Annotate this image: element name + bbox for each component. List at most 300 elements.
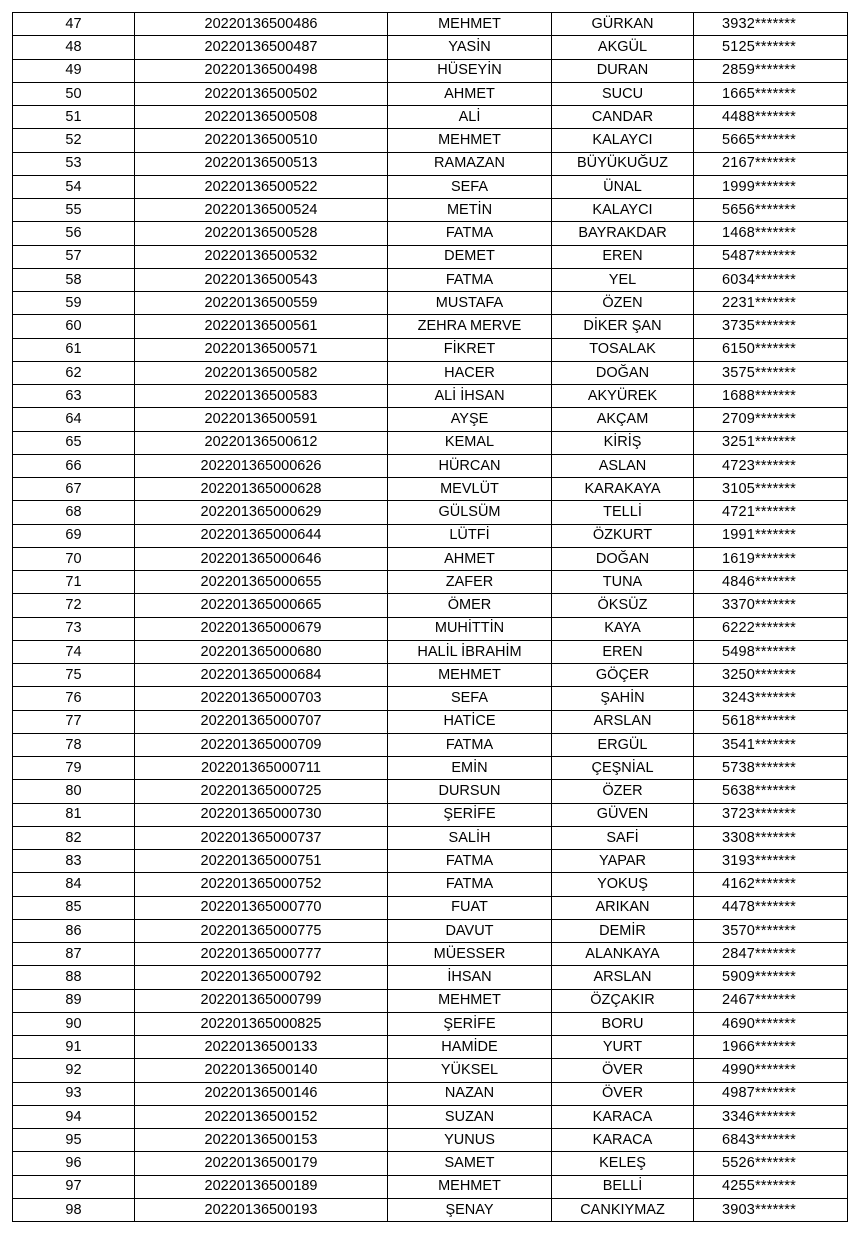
masked-id-number-cell: 4990******* (694, 1059, 848, 1082)
application-number-cell: 20220136500612 (135, 431, 388, 454)
last-name-cell: ASLAN (552, 454, 694, 477)
row-number-cell: 86 (13, 919, 135, 942)
application-number-cell: 20220136500528 (135, 222, 388, 245)
masked-id-number-cell: 3251******* (694, 431, 848, 454)
application-number-cell: 20220136500133 (135, 1036, 388, 1059)
last-name-cell: ARIKAN (552, 896, 694, 919)
table-row (13, 478, 848, 501)
table-row (13, 152, 848, 175)
first-name-cell: FATMA (388, 222, 552, 245)
row-number-cell: 71 (13, 571, 135, 594)
row-number-cell: 88 (13, 966, 135, 989)
masked-id-number-cell: 1999******* (694, 175, 848, 198)
application-number-cell: 202201365000709 (135, 733, 388, 756)
table-row (13, 687, 848, 710)
first-name-cell: MEHMET (388, 1175, 552, 1198)
row-number-cell: 60 (13, 315, 135, 338)
results-table (12, 12, 848, 1222)
application-number-cell: 20220136500140 (135, 1059, 388, 1082)
row-number-cell: 63 (13, 385, 135, 408)
first-name-cell: GÜLSÜM (388, 501, 552, 524)
application-number-cell: 20220136500510 (135, 129, 388, 152)
table-row (13, 594, 848, 617)
first-name-cell: DURSUN (388, 780, 552, 803)
table-row (13, 454, 848, 477)
first-name-cell: SAMET (388, 1152, 552, 1175)
last-name-cell: KALAYCI (552, 129, 694, 152)
first-name-cell: HATİCE (388, 710, 552, 733)
first-name-cell: YUNUS (388, 1129, 552, 1152)
application-number-cell: 20220136500153 (135, 1129, 388, 1152)
masked-id-number-cell: 4162******* (694, 873, 848, 896)
table-row (13, 524, 848, 547)
last-name-cell: BÜYÜKUĞUZ (552, 152, 694, 175)
row-number-cell: 54 (13, 175, 135, 198)
masked-id-number-cell: 4488******* (694, 106, 848, 129)
first-name-cell: HALİL İBRAHİM (388, 640, 552, 663)
last-name-cell: TUNA (552, 571, 694, 594)
first-name-cell: ŞENAY (388, 1198, 552, 1221)
masked-id-number-cell: 3570******* (694, 919, 848, 942)
first-name-cell: HACER (388, 361, 552, 384)
table-row (13, 59, 848, 82)
masked-id-number-cell: 2167******* (694, 152, 848, 175)
application-number-cell: 202201365000665 (135, 594, 388, 617)
application-number-cell: 20220136500532 (135, 245, 388, 268)
last-name-cell: KARACA (552, 1105, 694, 1128)
table-row (13, 501, 848, 524)
row-number-cell: 81 (13, 803, 135, 826)
row-number-cell: 69 (13, 524, 135, 547)
row-number-cell: 91 (13, 1036, 135, 1059)
first-name-cell: LÜTFİ (388, 524, 552, 547)
application-number-cell: 20220136500522 (135, 175, 388, 198)
table-row (13, 1129, 848, 1152)
last-name-cell: DEMİR (552, 919, 694, 942)
row-number-cell: 55 (13, 199, 135, 222)
table-row (13, 780, 848, 803)
first-name-cell: NAZAN (388, 1082, 552, 1105)
last-name-cell: ARSLAN (552, 710, 694, 733)
masked-id-number-cell: 3308******* (694, 826, 848, 849)
table-row (13, 989, 848, 1012)
table-row (13, 106, 848, 129)
last-name-cell: SUCU (552, 82, 694, 105)
masked-id-number-cell: 3903******* (694, 1198, 848, 1221)
application-number-cell: 20220136500487 (135, 36, 388, 59)
first-name-cell: METİN (388, 199, 552, 222)
first-name-cell: SEFA (388, 175, 552, 198)
table-row (13, 640, 848, 663)
masked-id-number-cell: 2231******* (694, 292, 848, 315)
masked-id-number-cell: 5526******* (694, 1152, 848, 1175)
last-name-cell: SAFİ (552, 826, 694, 849)
last-name-cell: AKGÜL (552, 36, 694, 59)
table-row (13, 733, 848, 756)
row-number-cell: 56 (13, 222, 135, 245)
masked-id-number-cell: 3250******* (694, 664, 848, 687)
application-number-cell: 20220136500146 (135, 1082, 388, 1105)
last-name-cell: ÖVER (552, 1082, 694, 1105)
first-name-cell: FATMA (388, 733, 552, 756)
row-number-cell: 76 (13, 687, 135, 710)
table-row (13, 1059, 848, 1082)
application-number-cell: 20220136500502 (135, 82, 388, 105)
first-name-cell: MUSTAFA (388, 292, 552, 315)
last-name-cell: AKÇAM (552, 408, 694, 431)
last-name-cell: ARSLAN (552, 966, 694, 989)
first-name-cell: MEHMET (388, 13, 552, 36)
table-row (13, 385, 848, 408)
table-row (13, 361, 848, 384)
masked-id-number-cell: 5498******* (694, 640, 848, 663)
last-name-cell: BORU (552, 1012, 694, 1035)
last-name-cell: DİKER ŞAN (552, 315, 694, 338)
masked-id-number-cell: 3723******* (694, 803, 848, 826)
masked-id-number-cell: 4255******* (694, 1175, 848, 1198)
last-name-cell: BAYRAKDAR (552, 222, 694, 245)
table-row (13, 315, 848, 338)
table-row (13, 803, 848, 826)
application-number-cell: 202201365000703 (135, 687, 388, 710)
application-number-cell: 202201365000730 (135, 803, 388, 826)
first-name-cell: FATMA (388, 268, 552, 291)
application-number-cell: 202201365000799 (135, 989, 388, 1012)
row-number-cell: 48 (13, 36, 135, 59)
application-number-cell: 202201365000707 (135, 710, 388, 733)
table-row (13, 268, 848, 291)
application-number-cell: 20220136500591 (135, 408, 388, 431)
row-number-cell: 50 (13, 82, 135, 105)
table-row (13, 919, 848, 942)
masked-id-number-cell: 5909******* (694, 966, 848, 989)
row-number-cell: 97 (13, 1175, 135, 1198)
first-name-cell: ÖMER (388, 594, 552, 617)
first-name-cell: HAMİDE (388, 1036, 552, 1059)
first-name-cell: DAVUT (388, 919, 552, 942)
row-number-cell: 83 (13, 850, 135, 873)
application-number-cell: 20220136500498 (135, 59, 388, 82)
row-number-cell: 85 (13, 896, 135, 919)
masked-id-number-cell: 3105******* (694, 478, 848, 501)
row-number-cell: 66 (13, 454, 135, 477)
application-number-cell: 20220136500582 (135, 361, 388, 384)
table-row (13, 408, 848, 431)
application-number-cell: 202201365000628 (135, 478, 388, 501)
application-number-cell: 202201365000626 (135, 454, 388, 477)
application-number-cell: 202201365000777 (135, 943, 388, 966)
row-number-cell: 90 (13, 1012, 135, 1035)
row-number-cell: 79 (13, 757, 135, 780)
application-number-cell: 202201365000770 (135, 896, 388, 919)
table-row (13, 1036, 848, 1059)
last-name-cell: KARAKAYA (552, 478, 694, 501)
first-name-cell: ZAFER (388, 571, 552, 594)
table-row (13, 943, 848, 966)
application-number-cell: 20220136500152 (135, 1105, 388, 1128)
last-name-cell: YAPAR (552, 850, 694, 873)
first-name-cell: MEVLÜT (388, 478, 552, 501)
last-name-cell: KARACA (552, 1129, 694, 1152)
row-number-cell: 77 (13, 710, 135, 733)
masked-id-number-cell: 2847******* (694, 943, 848, 966)
application-number-cell: 202201365000792 (135, 966, 388, 989)
application-number-cell: 20220136500559 (135, 292, 388, 315)
row-number-cell: 59 (13, 292, 135, 315)
masked-id-number-cell: 4987******* (694, 1082, 848, 1105)
last-name-cell: DOĞAN (552, 361, 694, 384)
row-number-cell: 51 (13, 106, 135, 129)
masked-id-number-cell: 4478******* (694, 896, 848, 919)
masked-id-number-cell: 2859******* (694, 59, 848, 82)
masked-id-number-cell: 3193******* (694, 850, 848, 873)
masked-id-number-cell: 4846******* (694, 571, 848, 594)
masked-id-number-cell: 1966******* (694, 1036, 848, 1059)
masked-id-number-cell: 3243******* (694, 687, 848, 710)
last-name-cell: ÖZER (552, 780, 694, 803)
row-number-cell: 82 (13, 826, 135, 849)
last-name-cell: ALANKAYA (552, 943, 694, 966)
table-row (13, 338, 848, 361)
table-row (13, 36, 848, 59)
row-number-cell: 75 (13, 664, 135, 687)
last-name-cell: ÖVER (552, 1059, 694, 1082)
last-name-cell: ÇEŞNİAL (552, 757, 694, 780)
application-number-cell: 20220136500179 (135, 1152, 388, 1175)
table-row (13, 1082, 848, 1105)
masked-id-number-cell: 5125******* (694, 36, 848, 59)
row-number-cell: 68 (13, 501, 135, 524)
first-name-cell: SALİH (388, 826, 552, 849)
masked-id-number-cell: 3932******* (694, 13, 848, 36)
last-name-cell: CANDAR (552, 106, 694, 129)
masked-id-number-cell: 3346******* (694, 1105, 848, 1128)
row-number-cell: 72 (13, 594, 135, 617)
last-name-cell: ÖKSÜZ (552, 594, 694, 617)
first-name-cell: ALİ İHSAN (388, 385, 552, 408)
row-number-cell: 57 (13, 245, 135, 268)
first-name-cell: MÜESSER (388, 943, 552, 966)
application-number-cell: 20220136500486 (135, 13, 388, 36)
row-number-cell: 52 (13, 129, 135, 152)
row-number-cell: 65 (13, 431, 135, 454)
row-number-cell: 93 (13, 1082, 135, 1105)
first-name-cell: DEMET (388, 245, 552, 268)
last-name-cell: CANKIYMAZ (552, 1198, 694, 1221)
first-name-cell: AHMET (388, 82, 552, 105)
application-number-cell: 202201365000751 (135, 850, 388, 873)
masked-id-number-cell: 4723******* (694, 454, 848, 477)
first-name-cell: HÜSEYİN (388, 59, 552, 82)
last-name-cell: ÜNAL (552, 175, 694, 198)
masked-id-number-cell: 6222******* (694, 617, 848, 640)
last-name-cell: KAYA (552, 617, 694, 640)
application-number-cell: 20220136500571 (135, 338, 388, 361)
application-number-cell: 202201365000775 (135, 919, 388, 942)
table-row (13, 1152, 848, 1175)
row-number-cell: 87 (13, 943, 135, 966)
masked-id-number-cell: 2467******* (694, 989, 848, 1012)
masked-id-number-cell: 3370******* (694, 594, 848, 617)
results-table-body (13, 13, 848, 1222)
first-name-cell: AYŞE (388, 408, 552, 431)
application-number-cell: 202201365000684 (135, 664, 388, 687)
masked-id-number-cell: 5638******* (694, 780, 848, 803)
last-name-cell: ÖZKURT (552, 524, 694, 547)
application-number-cell: 20220136500508 (135, 106, 388, 129)
application-number-cell: 20220136500583 (135, 385, 388, 408)
masked-id-number-cell: 5656******* (694, 199, 848, 222)
first-name-cell: HÜRCAN (388, 454, 552, 477)
application-number-cell: 202201365000752 (135, 873, 388, 896)
table-row (13, 245, 848, 268)
last-name-cell: KELEŞ (552, 1152, 694, 1175)
first-name-cell: MEHMET (388, 989, 552, 1012)
row-number-cell: 74 (13, 640, 135, 663)
application-number-cell: 20220136500513 (135, 152, 388, 175)
row-number-cell: 61 (13, 338, 135, 361)
masked-id-number-cell: 3575******* (694, 361, 848, 384)
table-row (13, 873, 848, 896)
last-name-cell: BELLİ (552, 1175, 694, 1198)
table-row (13, 664, 848, 687)
last-name-cell: KALAYCI (552, 199, 694, 222)
masked-id-number-cell: 5665******* (694, 129, 848, 152)
last-name-cell: ŞAHİN (552, 687, 694, 710)
application-number-cell: 202201365000646 (135, 547, 388, 570)
last-name-cell: GÜRKAN (552, 13, 694, 36)
table-row (13, 222, 848, 245)
table-row (13, 1012, 848, 1035)
masked-id-number-cell: 1468******* (694, 222, 848, 245)
last-name-cell: ÖZÇAKIR (552, 989, 694, 1012)
first-name-cell: SUZAN (388, 1105, 552, 1128)
last-name-cell: GÖÇER (552, 664, 694, 687)
masked-id-number-cell: 3541******* (694, 733, 848, 756)
row-number-cell: 89 (13, 989, 135, 1012)
last-name-cell: KİRİŞ (552, 431, 694, 454)
first-name-cell: MEHMET (388, 129, 552, 152)
application-number-cell: 202201365000629 (135, 501, 388, 524)
last-name-cell: DURAN (552, 59, 694, 82)
masked-id-number-cell: 5618******* (694, 710, 848, 733)
table-row (13, 966, 848, 989)
first-name-cell: FATMA (388, 850, 552, 873)
first-name-cell: MUHİTTİN (388, 617, 552, 640)
first-name-cell: EMİN (388, 757, 552, 780)
last-name-cell: DOĞAN (552, 547, 694, 570)
row-number-cell: 96 (13, 1152, 135, 1175)
table-row (13, 896, 848, 919)
masked-id-number-cell: 2709******* (694, 408, 848, 431)
first-name-cell: ALİ (388, 106, 552, 129)
application-number-cell: 202201365000725 (135, 780, 388, 803)
table-row (13, 82, 848, 105)
last-name-cell: GÜVEN (552, 803, 694, 826)
row-number-cell: 53 (13, 152, 135, 175)
application-number-cell: 202201365000711 (135, 757, 388, 780)
application-number-cell: 20220136500561 (135, 315, 388, 338)
first-name-cell: YÜKSEL (388, 1059, 552, 1082)
masked-id-number-cell: 4721******* (694, 501, 848, 524)
masked-id-number-cell: 1991******* (694, 524, 848, 547)
application-number-cell: 202201365000655 (135, 571, 388, 594)
masked-id-number-cell: 1665******* (694, 82, 848, 105)
first-name-cell: ZEHRA MERVE (388, 315, 552, 338)
first-name-cell: FUAT (388, 896, 552, 919)
application-number-cell: 202201365000825 (135, 1012, 388, 1035)
table-row (13, 547, 848, 570)
row-number-cell: 49 (13, 59, 135, 82)
masked-id-number-cell: 6843******* (694, 1129, 848, 1152)
last-name-cell: AKYÜREK (552, 385, 694, 408)
table-row (13, 710, 848, 733)
first-name-cell: ŞERİFE (388, 1012, 552, 1035)
first-name-cell: AHMET (388, 547, 552, 570)
table-row (13, 1175, 848, 1198)
first-name-cell: SEFA (388, 687, 552, 710)
masked-id-number-cell: 5487******* (694, 245, 848, 268)
table-row (13, 571, 848, 594)
masked-id-number-cell: 5738******* (694, 757, 848, 780)
application-number-cell: 20220136500543 (135, 268, 388, 291)
row-number-cell: 73 (13, 617, 135, 640)
table-row (13, 1198, 848, 1221)
last-name-cell: YURT (552, 1036, 694, 1059)
table-row (13, 175, 848, 198)
application-number-cell: 20220136500193 (135, 1198, 388, 1221)
table-row (13, 13, 848, 36)
table-row (13, 850, 848, 873)
last-name-cell: EREN (552, 245, 694, 268)
first-name-cell: FATMA (388, 873, 552, 896)
first-name-cell: FİKRET (388, 338, 552, 361)
row-number-cell: 64 (13, 408, 135, 431)
first-name-cell: İHSAN (388, 966, 552, 989)
application-number-cell: 202201365000679 (135, 617, 388, 640)
row-number-cell: 94 (13, 1105, 135, 1128)
row-number-cell: 58 (13, 268, 135, 291)
first-name-cell: YASİN (388, 36, 552, 59)
table-row (13, 826, 848, 849)
masked-id-number-cell: 1619******* (694, 547, 848, 570)
application-number-cell: 20220136500189 (135, 1175, 388, 1198)
row-number-cell: 67 (13, 478, 135, 501)
last-name-cell: TELLİ (552, 501, 694, 524)
first-name-cell: MEHMET (388, 664, 552, 687)
application-number-cell: 202201365000680 (135, 640, 388, 663)
row-number-cell: 80 (13, 780, 135, 803)
table-row (13, 129, 848, 152)
last-name-cell: TOSALAK (552, 338, 694, 361)
row-number-cell: 95 (13, 1129, 135, 1152)
last-name-cell: ERGÜL (552, 733, 694, 756)
table-row (13, 431, 848, 454)
table-row (13, 199, 848, 222)
row-number-cell: 84 (13, 873, 135, 896)
row-number-cell: 78 (13, 733, 135, 756)
table-row (13, 617, 848, 640)
masked-id-number-cell: 6150******* (694, 338, 848, 361)
row-number-cell: 47 (13, 13, 135, 36)
application-number-cell: 20220136500524 (135, 199, 388, 222)
last-name-cell: EREN (552, 640, 694, 663)
last-name-cell: YEL (552, 268, 694, 291)
last-name-cell: ÖZEN (552, 292, 694, 315)
masked-id-number-cell: 3735******* (694, 315, 848, 338)
table-row (13, 1105, 848, 1128)
first-name-cell: RAMAZAN (388, 152, 552, 175)
